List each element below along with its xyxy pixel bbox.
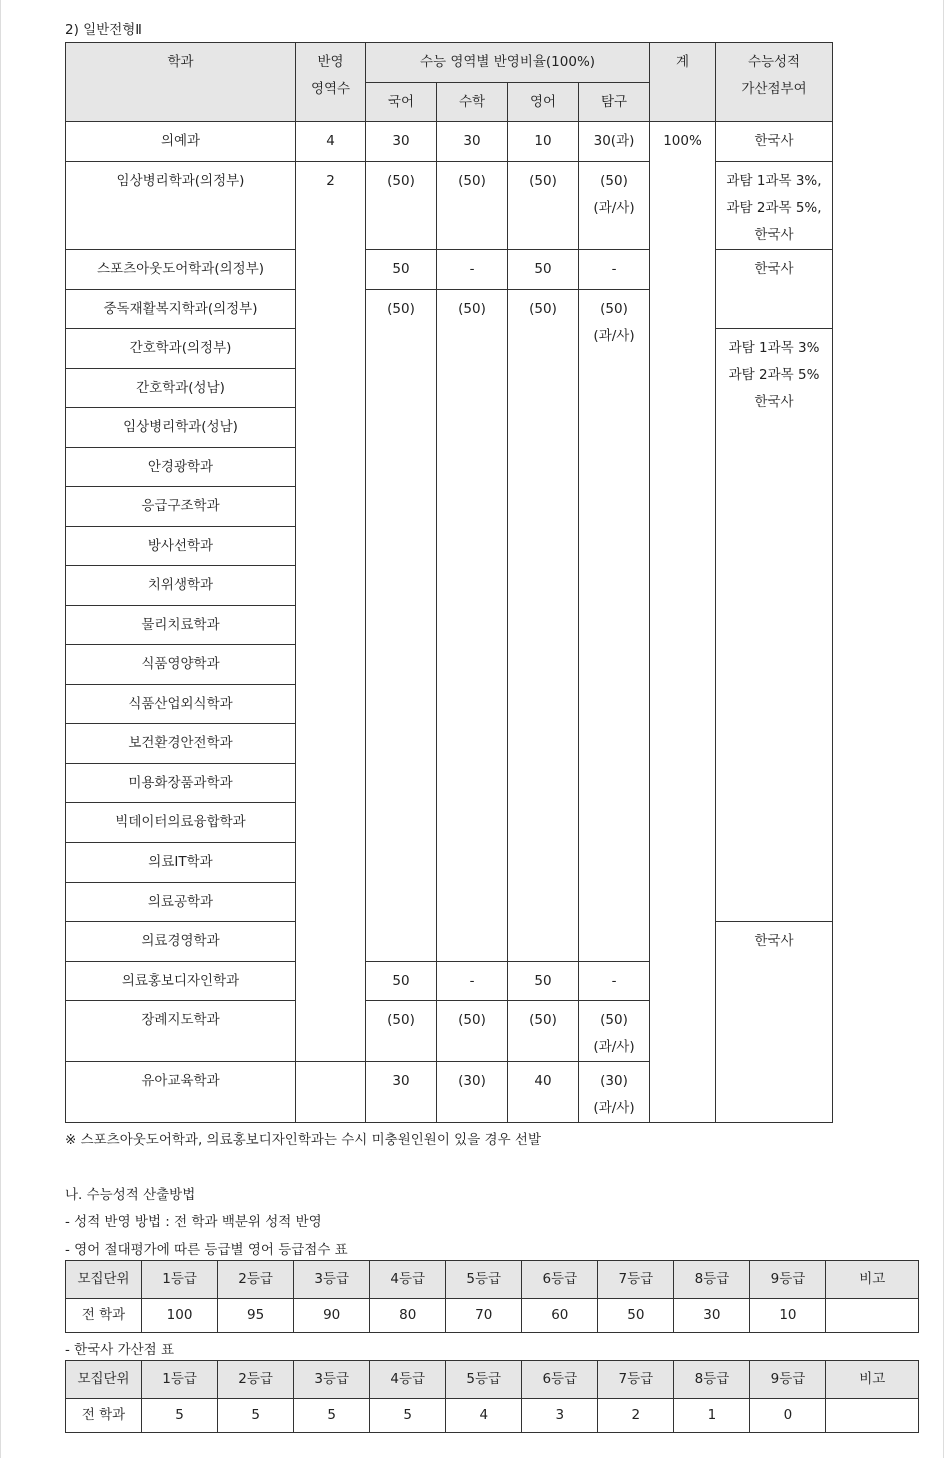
inquiry-cell: (50) (과/사) [579, 162, 650, 250]
bonus-cell: 한국사 [716, 922, 833, 1123]
english-cell: 10 [508, 122, 579, 162]
dept-cell: 응급구조학과 [66, 487, 296, 527]
dept-cell: 빅데이터의료융합학과 [66, 803, 296, 843]
grade-header: 7등급 [598, 1261, 674, 1299]
korean-cell: (50) [366, 290, 437, 962]
english-score-cell: 70 [446, 1299, 522, 1333]
footnote: ※ 스포츠아웃도어학과, 의료홍보디자인학과는 수시 미충원인원이 있을 경우 선발 [65, 1132, 541, 1148]
history-bonus-table [65, 1360, 919, 1433]
grade-header: 8등급 [674, 1361, 750, 1399]
table-row [66, 162, 833, 250]
korean-cell: 50 [366, 962, 437, 1001]
math-cell: - [437, 962, 508, 1001]
dept-cell: 물리치료학과 [66, 606, 296, 645]
total-cell: 100% [650, 122, 716, 1123]
method-line: - 성적 반영 방법 : 전 학과 백분위 성적 반영 [65, 1214, 322, 1230]
math-cell: (50) [437, 162, 508, 250]
dept-cell: 스포츠아웃도어학과(의정부) [66, 250, 296, 290]
math-cell: (50) [437, 290, 508, 962]
history-table-caption: - 한국사 가산점 표 [65, 1342, 175, 1358]
grade-header: 1등급 [142, 1261, 218, 1299]
dept-cell: 의예과 [66, 122, 296, 162]
korean-cell: 30 [366, 1062, 437, 1123]
english-cell: (50) [508, 1001, 579, 1062]
dept-cell: 방사선학과 [66, 527, 296, 566]
dept-cell: 임상병리학과(성남) [66, 408, 296, 448]
count-cell: 4 [296, 122, 366, 162]
dept-cell: 유아교육학과 [66, 1062, 296, 1123]
english-score-cell: 80 [370, 1299, 446, 1333]
math-cell: - [437, 250, 508, 290]
math-cell: (50) [437, 1001, 508, 1062]
dept-cell: 의료홍보디자인학과 [66, 962, 296, 1001]
english-cell: (50) [508, 162, 579, 250]
history-score-cell: 5 [370, 1399, 446, 1433]
inquiry-cell: - [579, 962, 650, 1001]
section-title: 2) 일반전형Ⅱ [65, 22, 142, 38]
english-score-cell: 90 [294, 1299, 370, 1333]
table-row [66, 122, 833, 162]
history-score-cell: 1 [674, 1399, 750, 1433]
bonus-cell: 한국사 [716, 122, 833, 162]
header-korean: 국어 [366, 83, 437, 122]
dept-cell: 임상병리학과(의정부) [66, 162, 296, 250]
dept-cell: 의료IT학과 [66, 843, 296, 883]
grade-header: 4등급 [370, 1261, 446, 1299]
table-row [66, 250, 833, 290]
english-score-cell: 10 [750, 1299, 826, 1333]
grade-header: 5등급 [446, 1361, 522, 1399]
english-cell: (50) [508, 290, 579, 962]
english-cell: 50 [508, 962, 579, 1001]
grade-header: 2등급 [218, 1261, 294, 1299]
korean-cell: (50) [366, 162, 437, 250]
bonus-cell: 과탐 1과목 3%, 과탐 2과목 5%, 한국사 [716, 162, 833, 250]
grade-header: 4등급 [370, 1361, 446, 1399]
header-total: 계 [650, 43, 716, 122]
count-cell: 2 [296, 162, 366, 1062]
dept-cell: 의료공학과 [66, 883, 296, 922]
dept-cell: 식품산업외식학과 [66, 685, 296, 724]
english-score-cell: 30 [674, 1299, 750, 1333]
inquiry-cell: (30) (과/사) [579, 1062, 650, 1123]
english-score-cell [826, 1299, 919, 1333]
grade-header: 5등급 [446, 1261, 522, 1299]
inquiry-cell: (50) (과/사) [579, 1001, 650, 1062]
count-cell [296, 1062, 366, 1123]
dept-cell: 의료경영학과 [66, 922, 296, 962]
grade-header: 6등급 [522, 1261, 598, 1299]
english-score-cell: 50 [598, 1299, 674, 1333]
header-math: 수학 [437, 83, 508, 122]
history-score-cell [826, 1399, 919, 1433]
grade-header: 1등급 [142, 1361, 218, 1399]
korean-cell: 50 [366, 250, 437, 290]
history-score-cell: 5 [218, 1399, 294, 1433]
grade-header: 9등급 [750, 1261, 826, 1299]
grade-header: 모집단위 [66, 1361, 142, 1399]
header-english: 영어 [508, 83, 579, 122]
korean-cell: 30 [366, 122, 437, 162]
grade-header: 7등급 [598, 1361, 674, 1399]
dept-cell: 치위생학과 [66, 566, 296, 606]
bonus-cell: 한국사 [716, 250, 833, 329]
dept-cell: 식품영양학과 [66, 645, 296, 685]
grade-header: 9등급 [750, 1361, 826, 1399]
grade-header: 8등급 [674, 1261, 750, 1299]
header-bonus: 수능성적 가산점부여 [716, 43, 833, 122]
history-score-cell: 전 학과 [66, 1399, 142, 1433]
english-score-cell: 60 [522, 1299, 598, 1333]
inquiry-cell: 30(과) [579, 122, 650, 162]
inquiry-cell: - [579, 250, 650, 290]
english-cell: 50 [508, 250, 579, 290]
subsection-title: 나. 수능성적 산출방법 [65, 1187, 196, 1203]
inquiry-cell: (50) (과/사) [579, 290, 650, 962]
grade-header: 6등급 [522, 1361, 598, 1399]
history-score-cell: 2 [598, 1399, 674, 1433]
history-score-cell: 4 [446, 1399, 522, 1433]
admission-ratio-table [65, 42, 833, 1123]
history-score-cell: 3 [522, 1399, 598, 1433]
header-dept: 학과 [66, 43, 296, 122]
grade-header: 3등급 [294, 1361, 370, 1399]
math-cell: (30) [437, 1062, 508, 1123]
dept-cell: 간호학과(의정부) [66, 329, 296, 369]
dept-cell: 중독재활복지학과(의정부) [66, 290, 296, 329]
grade-header: 3등급 [294, 1261, 370, 1299]
korean-cell: (50) [366, 1001, 437, 1062]
history-score-cell: 5 [294, 1399, 370, 1433]
dept-cell: 간호학과(성남) [66, 369, 296, 408]
english-table-caption: - 영어 절대평가에 따른 등급별 영어 등급점수 표 [65, 1242, 348, 1258]
header-ratio: 수능 영역별 반영비율(100%) [366, 43, 650, 83]
header-count: 반영 영역수 [296, 43, 366, 122]
dept-cell: 보건환경안전학과 [66, 724, 296, 764]
dept-cell: 안경광학과 [66, 448, 296, 487]
bonus-cell: 과탐 1과목 3% 과탐 2과목 5% 한국사 [716, 329, 833, 922]
grade-header: 2등급 [218, 1361, 294, 1399]
english-cell: 40 [508, 1062, 579, 1123]
history-score-cell: 5 [142, 1399, 218, 1433]
math-cell: 30 [437, 122, 508, 162]
grade-header: 비고 [826, 1261, 919, 1299]
grade-header: 비고 [826, 1361, 919, 1399]
history-score-cell: 0 [750, 1399, 826, 1433]
english-score-cell: 95 [218, 1299, 294, 1333]
english-grade-table [65, 1260, 919, 1333]
header-inquiry: 탐구 [579, 83, 650, 122]
english-score-cell: 전 학과 [66, 1299, 142, 1333]
grade-header: 모집단위 [66, 1261, 142, 1299]
dept-cell: 미용화장품과학과 [66, 764, 296, 803]
dept-cell: 장례지도학과 [66, 1001, 296, 1062]
english-score-cell: 100 [142, 1299, 218, 1333]
